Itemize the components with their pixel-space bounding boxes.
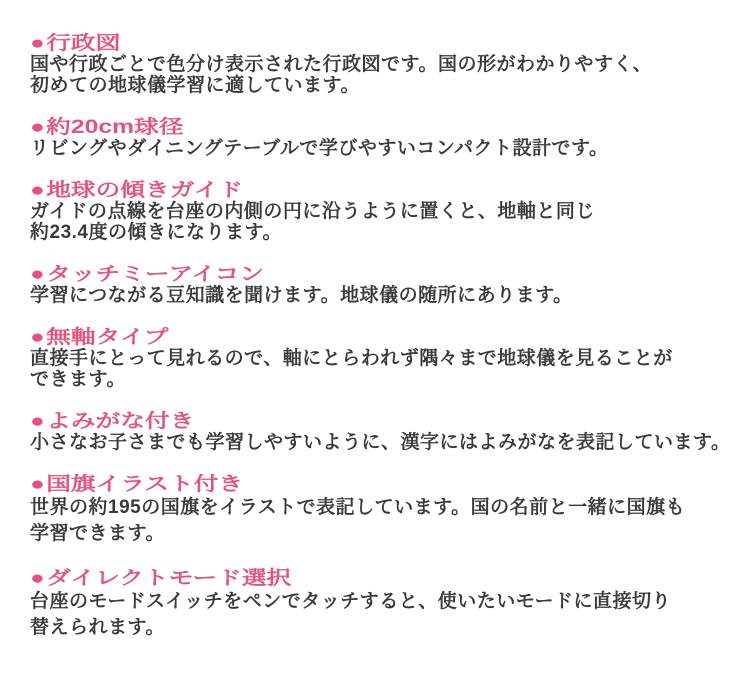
bullet-icon: ● [30, 117, 45, 138]
feature-title [30, 117, 746, 138]
feature-section-tilt-guide [30, 180, 746, 243]
feature-body-line: できます。 [30, 369, 126, 390]
feature-title [30, 33, 746, 54]
feature-title-text: 国旗イラスト付き [46, 474, 244, 495]
feature-section-axisless-type [30, 327, 746, 390]
bullet-icon: ● [30, 180, 45, 201]
bullet-icon: ● [30, 411, 45, 432]
feature-title [30, 264, 746, 285]
feature-body [30, 348, 746, 390]
feature-body-line: 初めての地球儀学習に適しています。 [30, 75, 360, 96]
feature-body [30, 138, 746, 159]
feature-body-line: 学習できます。 [30, 523, 165, 544]
feature-body [30, 589, 746, 641]
feature-body-line: 小さなお子さまでも学習しやすいように、漢字にはよみがなを表記しています。 [30, 432, 731, 453]
feature-body-line: 直接手にとって見れるので、軸にとらわれず隅々まで地球儀を見ることが [30, 348, 673, 369]
feature-section-touch-me-icon [30, 264, 746, 306]
bullet-icon: ● [30, 474, 45, 495]
feature-body [30, 432, 746, 453]
feature-title [30, 411, 746, 432]
feature-section-furigana [30, 411, 746, 453]
bullet-icon: ● [30, 327, 45, 348]
feature-body-line: 国や行政ごとで色分け表示された行政図です。国の形がわかりやすく、 [30, 54, 653, 75]
feature-body-line: リビングやダイニングテーブルで学びやすいコンパクト設計です。 [30, 138, 609, 159]
feature-title-text: 地球の傾きガイド [46, 180, 244, 201]
feature-body [30, 285, 746, 306]
feature-body-line: 学習につながる豆知識を聞けます。地球儀の随所にあります。 [30, 285, 573, 306]
feature-section-flag-illustrations [30, 474, 746, 547]
feature-body [30, 201, 746, 243]
feature-title-text: 無軸タイプ [46, 327, 169, 348]
feature-title [30, 568, 746, 589]
feature-title-text: タッチミーアイコン [46, 264, 265, 285]
bullet-icon: ● [30, 264, 45, 285]
feature-section-direct-mode-select [30, 568, 746, 641]
feature-title-text: ダイレクトモード選択 [46, 568, 292, 589]
feature-section-administrative-map [30, 33, 746, 96]
bullet-icon: ● [30, 33, 45, 54]
feature-body-line: 約23.4度の傾きになります。 [30, 222, 282, 243]
feature-title-text: 約20cm球径 [46, 117, 184, 138]
feature-body [30, 495, 746, 547]
feature-title [30, 474, 746, 495]
feature-title-text: よみがな付き [46, 411, 195, 432]
feature-title [30, 327, 746, 348]
feature-title [30, 180, 746, 201]
feature-section-20cm-sphere [30, 117, 746, 159]
feature-body-line: 替えられます。 [30, 617, 165, 638]
feature-body [30, 54, 746, 96]
feature-body-line: 世界の約195の国旗をイラストで表記しています。国の名前と一緒に国旗も [30, 497, 686, 518]
feature-body-line: 台座のモードスイッチをペンでタッチすると、使いたいモードに直接切り [30, 591, 672, 612]
bullet-icon: ● [30, 568, 45, 589]
feature-body-line: ガイドの点線を台座の内側の円に沿うように置くと、地軸と同じ [30, 201, 595, 222]
feature-title-text: 行政図 [46, 33, 121, 54]
